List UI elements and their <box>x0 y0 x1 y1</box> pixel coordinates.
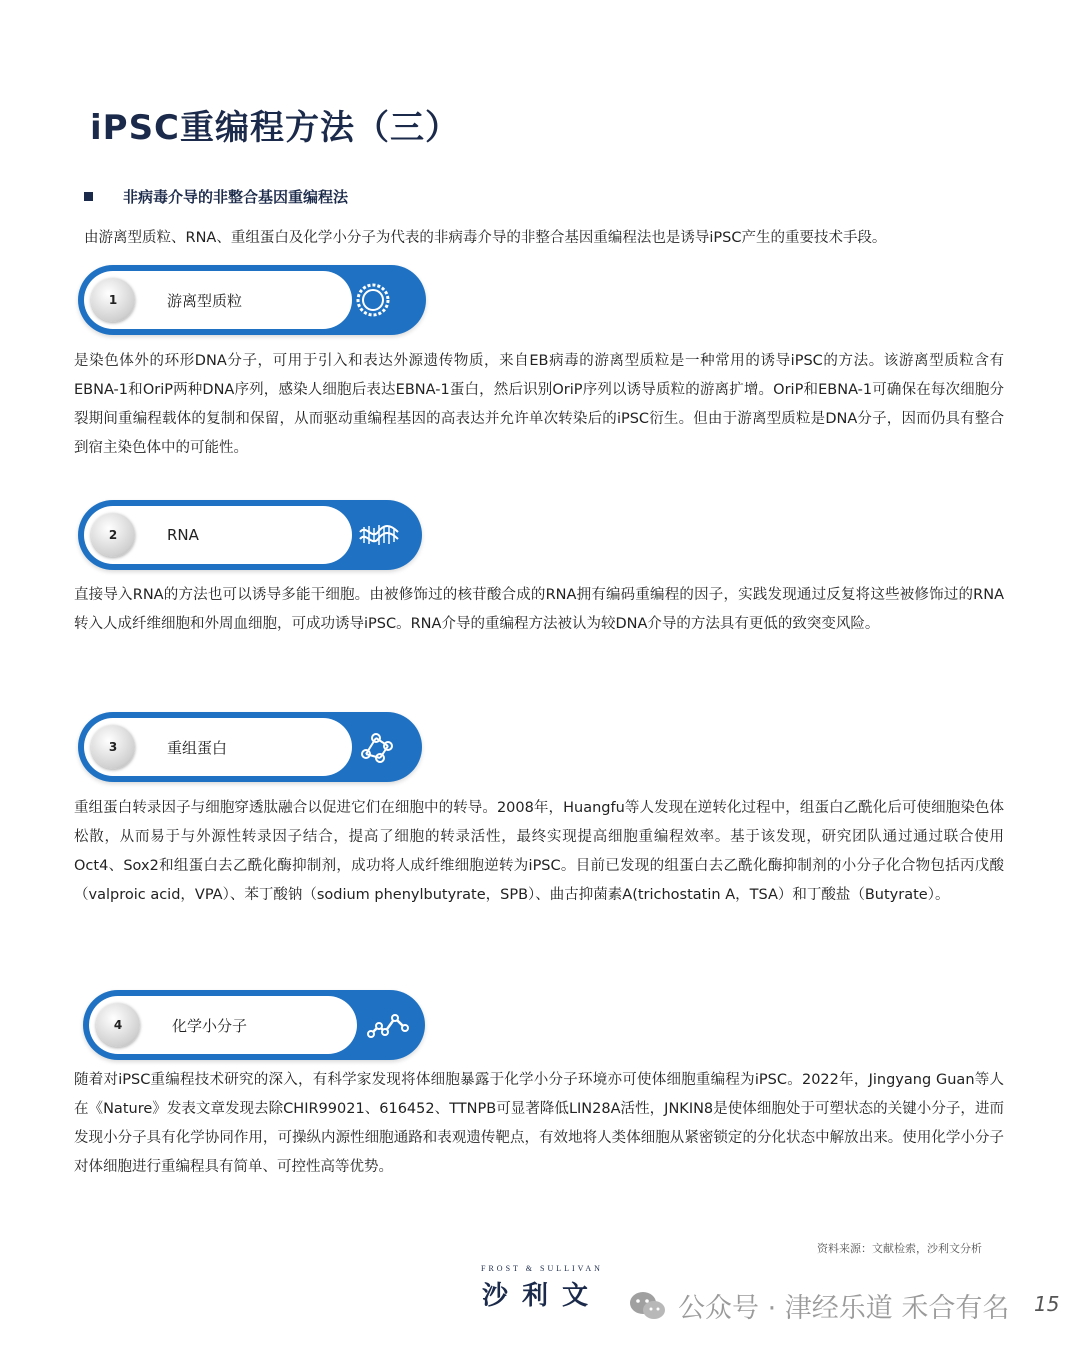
rna-strand-icon <box>356 512 402 558</box>
method-pill-inner <box>84 718 352 776</box>
section-heading <box>84 186 348 207</box>
method-pill-2 <box>78 500 422 570</box>
method-pill-inner <box>84 271 352 329</box>
method-text-3: 重组蛋白转录因子与细胞穿透肽融合以促进它们在细胞中的转导。2008年，Huangfu等人发现在逆转化过程中，组蛋白乙酰化后可使细胞染色体松散，从而易于与外源性转录因子结合，提高了细胞的转录活性，最终实现提高细胞重编程效率。基于该发现，研究团队通过通过联合使用Oct4、Sox2和组蛋白去乙酰化酶抑制剂，成功将人成纤维细胞逆转为iPSC。目前已发现的组蛋白去乙酰化酶抑制剂的小分子化合物包括丙戊酸（valproic acid，VPA）、苯丁酸钠（sodium phenylbutyrate，SPB）、曲古抑菌素A(trichostatin A，TSA）和丁酸盐（Butyrate）。 <box>74 800 1004 903</box>
method-pill-inner <box>89 996 357 1054</box>
method-pill-4 <box>83 990 425 1060</box>
section-heading-text: 非病毒介导的非整合基因重编程法 <box>123 188 349 206</box>
wechat-icon <box>628 1289 668 1323</box>
method-pill-inner <box>84 506 352 564</box>
method-number-badge: 1 <box>91 278 135 322</box>
watermark-text: 公众号 · 津经乐道 禾合有名 <box>678 1293 1010 1324</box>
frost-sullivan-logo <box>472 1264 612 1312</box>
page-title: iPSC重编程方法（三） <box>90 108 461 148</box>
watermark <box>628 1286 1009 1325</box>
method-text-2: 直接导入RNA的方法也可以诱导多能干细胞。由被修饰过的核苷酸合成的RNA拥有编码重编程的因子，实践发现通过反复将这些被修饰过的RNA转入人成纤维细胞和外周血细胞，可成功诱导iPSC。RNA介导的重编程方法被认为较DNA介导的方法具有更低的致突变风险。 <box>74 587 1004 632</box>
method-text-4: 随着对iPSC重编程技术研究的深入，有科学家发现将体细胞暴露于化学小分子环境亦可使体细胞重编程为iPSC。2022年，Jingyang Guan等人在《Nature》发表文章发现去除CHIR99021、616452、TTNPB可显著降低LIN28A活性，JNKIN8是使体细胞处于可塑状态的关键小分子，进而发现小分子具有化学协同作用，可操纵内源性细胞通路和表观遗传靶点，有效地将人类体细胞从紧密锁定的分化状态中解放出来。使用化学小分子对体细胞进行重编程具有简单、可控性高等优势。 <box>74 1072 1004 1175</box>
bullet-square-icon <box>84 192 93 201</box>
method-number-badge: 3 <box>91 725 135 769</box>
method-number-badge: 2 <box>91 513 135 557</box>
small-molecule-icon <box>365 1002 411 1048</box>
logo-english: FROST & SULLIVAN <box>481 1264 603 1273</box>
page-number: 15 <box>1034 1292 1060 1316</box>
method-label: 游离型质粒 <box>167 291 243 310</box>
plasmid-ring-icon <box>350 277 396 323</box>
intro-paragraph: 由游离型质粒、RNA、重组蛋白及化学小分子为代表的非病毒介导的非整合基因重编程法也是诱导iPSC产生的重要技术手段。 <box>84 230 887 246</box>
method-number-badge: 4 <box>96 1003 140 1047</box>
method-pill-1 <box>78 265 426 335</box>
molecule-nodes-icon <box>354 724 400 770</box>
method-label: 重组蛋白 <box>167 738 228 757</box>
logo-chinese: 沙利文 <box>481 1281 602 1311</box>
method-pill-3 <box>78 712 422 782</box>
method-label: RNA <box>167 526 199 544</box>
method-label: 化学小分子 <box>172 1016 248 1035</box>
method-text-1: 是染色体外的环形DNA分子，可用于引入和表达外源遗传物质，来自EB病毒的游离型质粒是一种常用的诱导iPSC的方法。该游离型质粒含有EBNA-1和OriP两种DNA序列，感染人细胞后表达EBNA-1蛋白，然后识别OriP序列以诱导质粒的游离扩增。OriP和EBNA-1可确保在每次细胞分裂期间重编程载体的复制和保留，从而驱动重编程基因的高表达并允许单次转染后的iPSC衍生。但由于游离型质粒是DNA分子，因而仍具有整合到宿主染色体中的可能性。 <box>74 353 1004 456</box>
source-note: 资料来源：文献检索，沙利文分析 <box>817 1242 982 1255</box>
